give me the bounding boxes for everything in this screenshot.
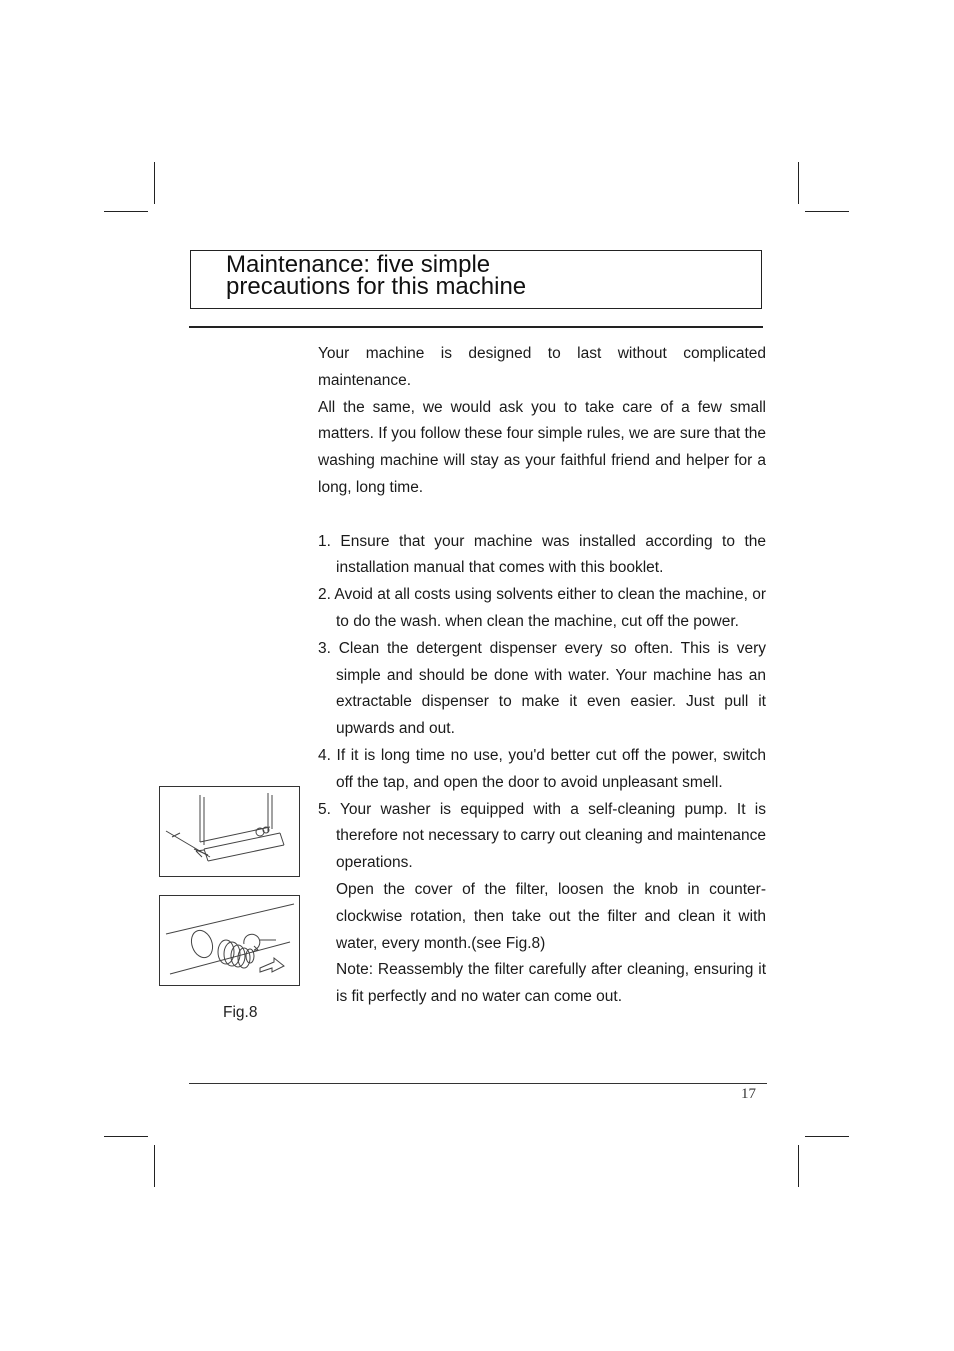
precaution-item-1: 1. Ensure that your machine was installed according to the installation manual that comes with this booklet. bbox=[318, 532, 766, 577]
crop-mark bbox=[154, 162, 155, 204]
footer-rule bbox=[189, 1083, 767, 1084]
main-text-column bbox=[318, 341, 766, 1011]
precaution-item-3: 3. Clean the detergent dispenser every so often. This is very simple and should be done with water. Your machine has an extractable dispenser to make it even easier. Just pull it upwards and out. bbox=[318, 639, 766, 738]
filter-note: Note: Reassembly the filter carefully after cleaning, ensuring it is fit perfectly and no water can come out. bbox=[336, 961, 766, 1006]
crop-mark bbox=[154, 1145, 155, 1187]
filter-instructions: Open the cover of the filter, loosen the knob in counter-clockwise rotation, then take out the filter and clean it with water, every month.(see Fig.8) bbox=[336, 880, 766, 952]
filter-cover-illustration bbox=[159, 786, 300, 877]
precaution-item-5: 5. Your washer is equipped with a self-cleaning pump. It is therefore not necessary to carry out cleaning and maintenance operations. bbox=[318, 800, 766, 872]
filter-removal-illustration bbox=[159, 895, 300, 986]
title-line-2: precautions for this machine bbox=[226, 273, 527, 300]
figure-caption: Fig.8 bbox=[223, 1004, 258, 1021]
page-title bbox=[226, 251, 527, 300]
header-rule bbox=[189, 326, 763, 328]
crop-mark bbox=[104, 211, 148, 212]
crop-mark bbox=[104, 1136, 148, 1137]
crop-mark bbox=[805, 211, 849, 212]
precaution-item-4: 4. If it is long time no use, you'd better cut off the power, switch off the tap, and open the door to avoid unpleasant smell. bbox=[318, 746, 766, 791]
section-title-box bbox=[190, 250, 762, 309]
intro-paragraph: All the same, we would ask you to take care of a few small matters. If you follow these four simple rules, we are sure that the washing machine will stay as your faithful friend and helper for a long, long time. bbox=[318, 398, 766, 496]
crop-mark bbox=[798, 162, 799, 204]
intro-paragraph: Your machine is designed to last without complicated maintenance. bbox=[318, 345, 766, 389]
page-number: 17 bbox=[741, 1086, 756, 1102]
crop-mark bbox=[805, 1136, 849, 1137]
crop-mark bbox=[798, 1145, 799, 1187]
precaution-item-2: 2. Avoid at all costs using solvents either to clean the machine, or to do the wash. when clean the machine, cut off the power. bbox=[318, 586, 766, 630]
title-line-1: Maintenance: five simple bbox=[226, 251, 491, 278]
